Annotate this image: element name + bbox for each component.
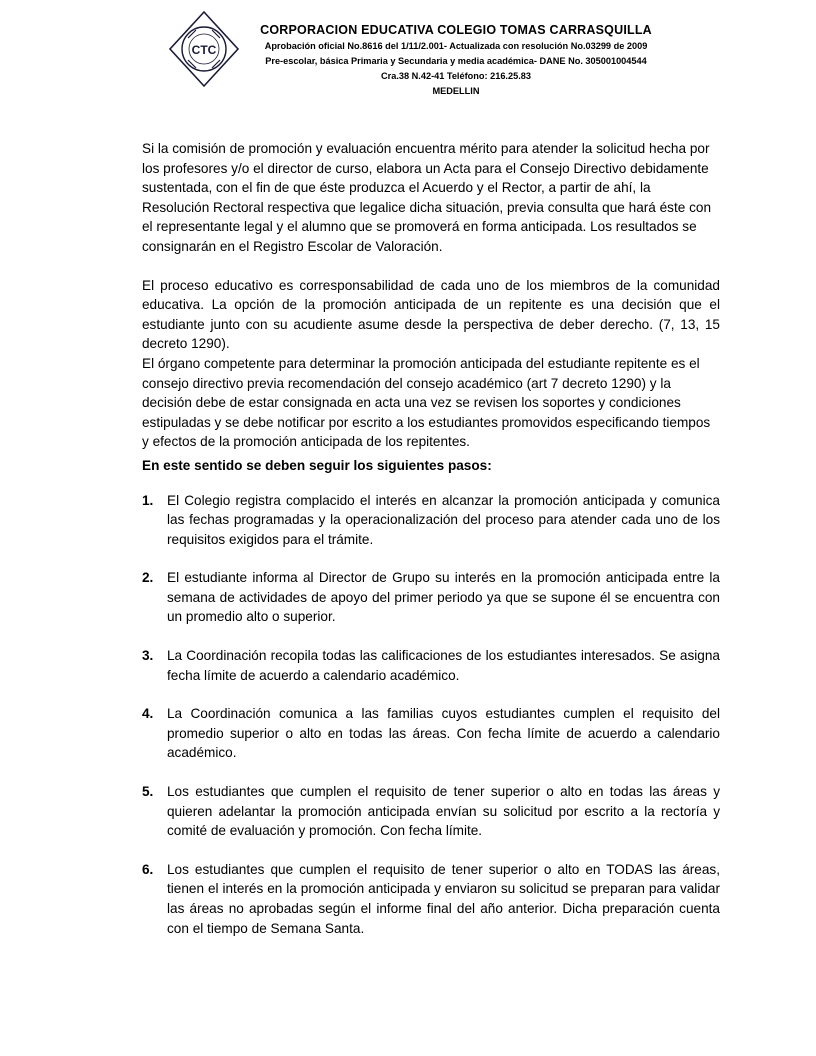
list-item	[142, 782, 720, 841]
step-number: 2.	[142, 570, 154, 586]
step-number: 3.	[142, 648, 154, 664]
approval-line: Aprobación oficial No.8616 del 1/11/2.001- Actualizada con resolución No.03299 de 2009	[264, 41, 648, 51]
list-item	[142, 491, 720, 550]
paragraph-competent-body: El órgano competente para determinar la promoción anticipada del estudiante repitente es el consejo directivo previa recomendación del consejo académico (art 7 decreto 1290) y la decisión debe de estar consignada en acta una vez se revisen los soportes y condiciones estipuladas y se debe notificar por escrito a los estudiantes promovidos especificando tiempos y efectos de la promoción anticipada de los repitentes.	[142, 355, 711, 450]
step-text: La Coordinación recopila todas las calificaciones de los estudiantes interesados. Se asigna fecha límite de acuerdo a calendario académico.	[167, 648, 720, 683]
step-text: El estudiante informa al Director de Grupo su interés en la promoción anticipada entre la semana de actividades de apoyo del primer periodo ya que se supone él se encuentra con un promedio alto o superior.	[167, 570, 720, 625]
levels-line: Pre-escolar, básica Primaria y Secundaria y media académica- DANE No. 305001004544	[265, 56, 647, 66]
step-number: 6.	[142, 861, 154, 877]
logo-lettering: CTC	[191, 43, 217, 57]
school-name: CORPORACION EDUCATIVA COLEGIO TOMAS CARRASQUILLA	[260, 23, 652, 37]
step-text: Los estudiantes que cumplen el requisito de tener superior o alto en todas las áreas y quieren adelantar la promoción anticipada envían su solicitud por escrito a la rectoría y comité de evaluación y promoción. Con fecha límite.	[167, 784, 720, 839]
step-number: 1.	[142, 492, 154, 508]
step-text: Los estudiantes que cumplen el requisito de tener superior o alto en TODAS las áreas, tienen el interés en la promoción anticipada y enviaron su solicitud se preparan para validar las áreas no aprobadas según el informe final del año anterior. Dicha preparación cuenta con el tiempo de Semana Santa.	[167, 861, 720, 936]
steps-list	[142, 491, 720, 939]
paragraph-process: El proceso educativo es corresponsabilidad de cada uno de los miembros de la comunidad educativa. La opción de la promoción anticipada de un repitente es una decisión que el estudiante junto con su acudiente asume desde la perspectiva de deber derecho. (7, 13, 15 decreto 1290).	[142, 277, 720, 352]
letterhead-text	[236, 22, 676, 99]
step-text: La Coordinación comunica a las familias cuyos estudiantes cumplen el requisito del promedio superior o alto en todas las áreas. Con fecha límite de acuerdo a calendario académico.	[167, 706, 720, 761]
city-line: MEDELLIN	[432, 86, 480, 96]
list-item	[142, 860, 720, 938]
list-item	[142, 704, 720, 763]
list-item	[142, 646, 720, 685]
letterhead	[0, 0, 816, 110]
paragraph-commission: Si la comisión de promoción y evaluación encuentra mérito para atender la solicitud hecha por los profesores y/o el director de curso, elabora un Acta para el Consejo Directivo debidamente sustentada, con el fin de que éste produzca el Acuerdo y el Rector, a partir de ahí, la Resolución Rectoral respectiva que legalice dicha situación, previa consulta que hará éste con el representante legal y el alumno que se promoverá en forma anticipada. Los resultados se consignarán en el Registro Escolar de Valoración.	[142, 141, 712, 254]
steps-title: En este sentido se deben seguir los siguientes pasos:	[142, 457, 492, 473]
document-body	[142, 139, 720, 957]
address-line: Cra.38 N.42-41 Teléfono: 216.25.83	[381, 71, 531, 81]
step-number: 5.	[142, 784, 154, 800]
step-text: El Colegio registra complacido el interés en alcanzar la promoción anticipada y comunica las fechas programadas y la operacionalización del proceso para atender cada uno de los requisitos exigidos para el trámite.	[167, 492, 720, 547]
step-number: 4.	[142, 706, 154, 722]
school-logo	[168, 10, 240, 88]
list-item	[142, 568, 720, 627]
